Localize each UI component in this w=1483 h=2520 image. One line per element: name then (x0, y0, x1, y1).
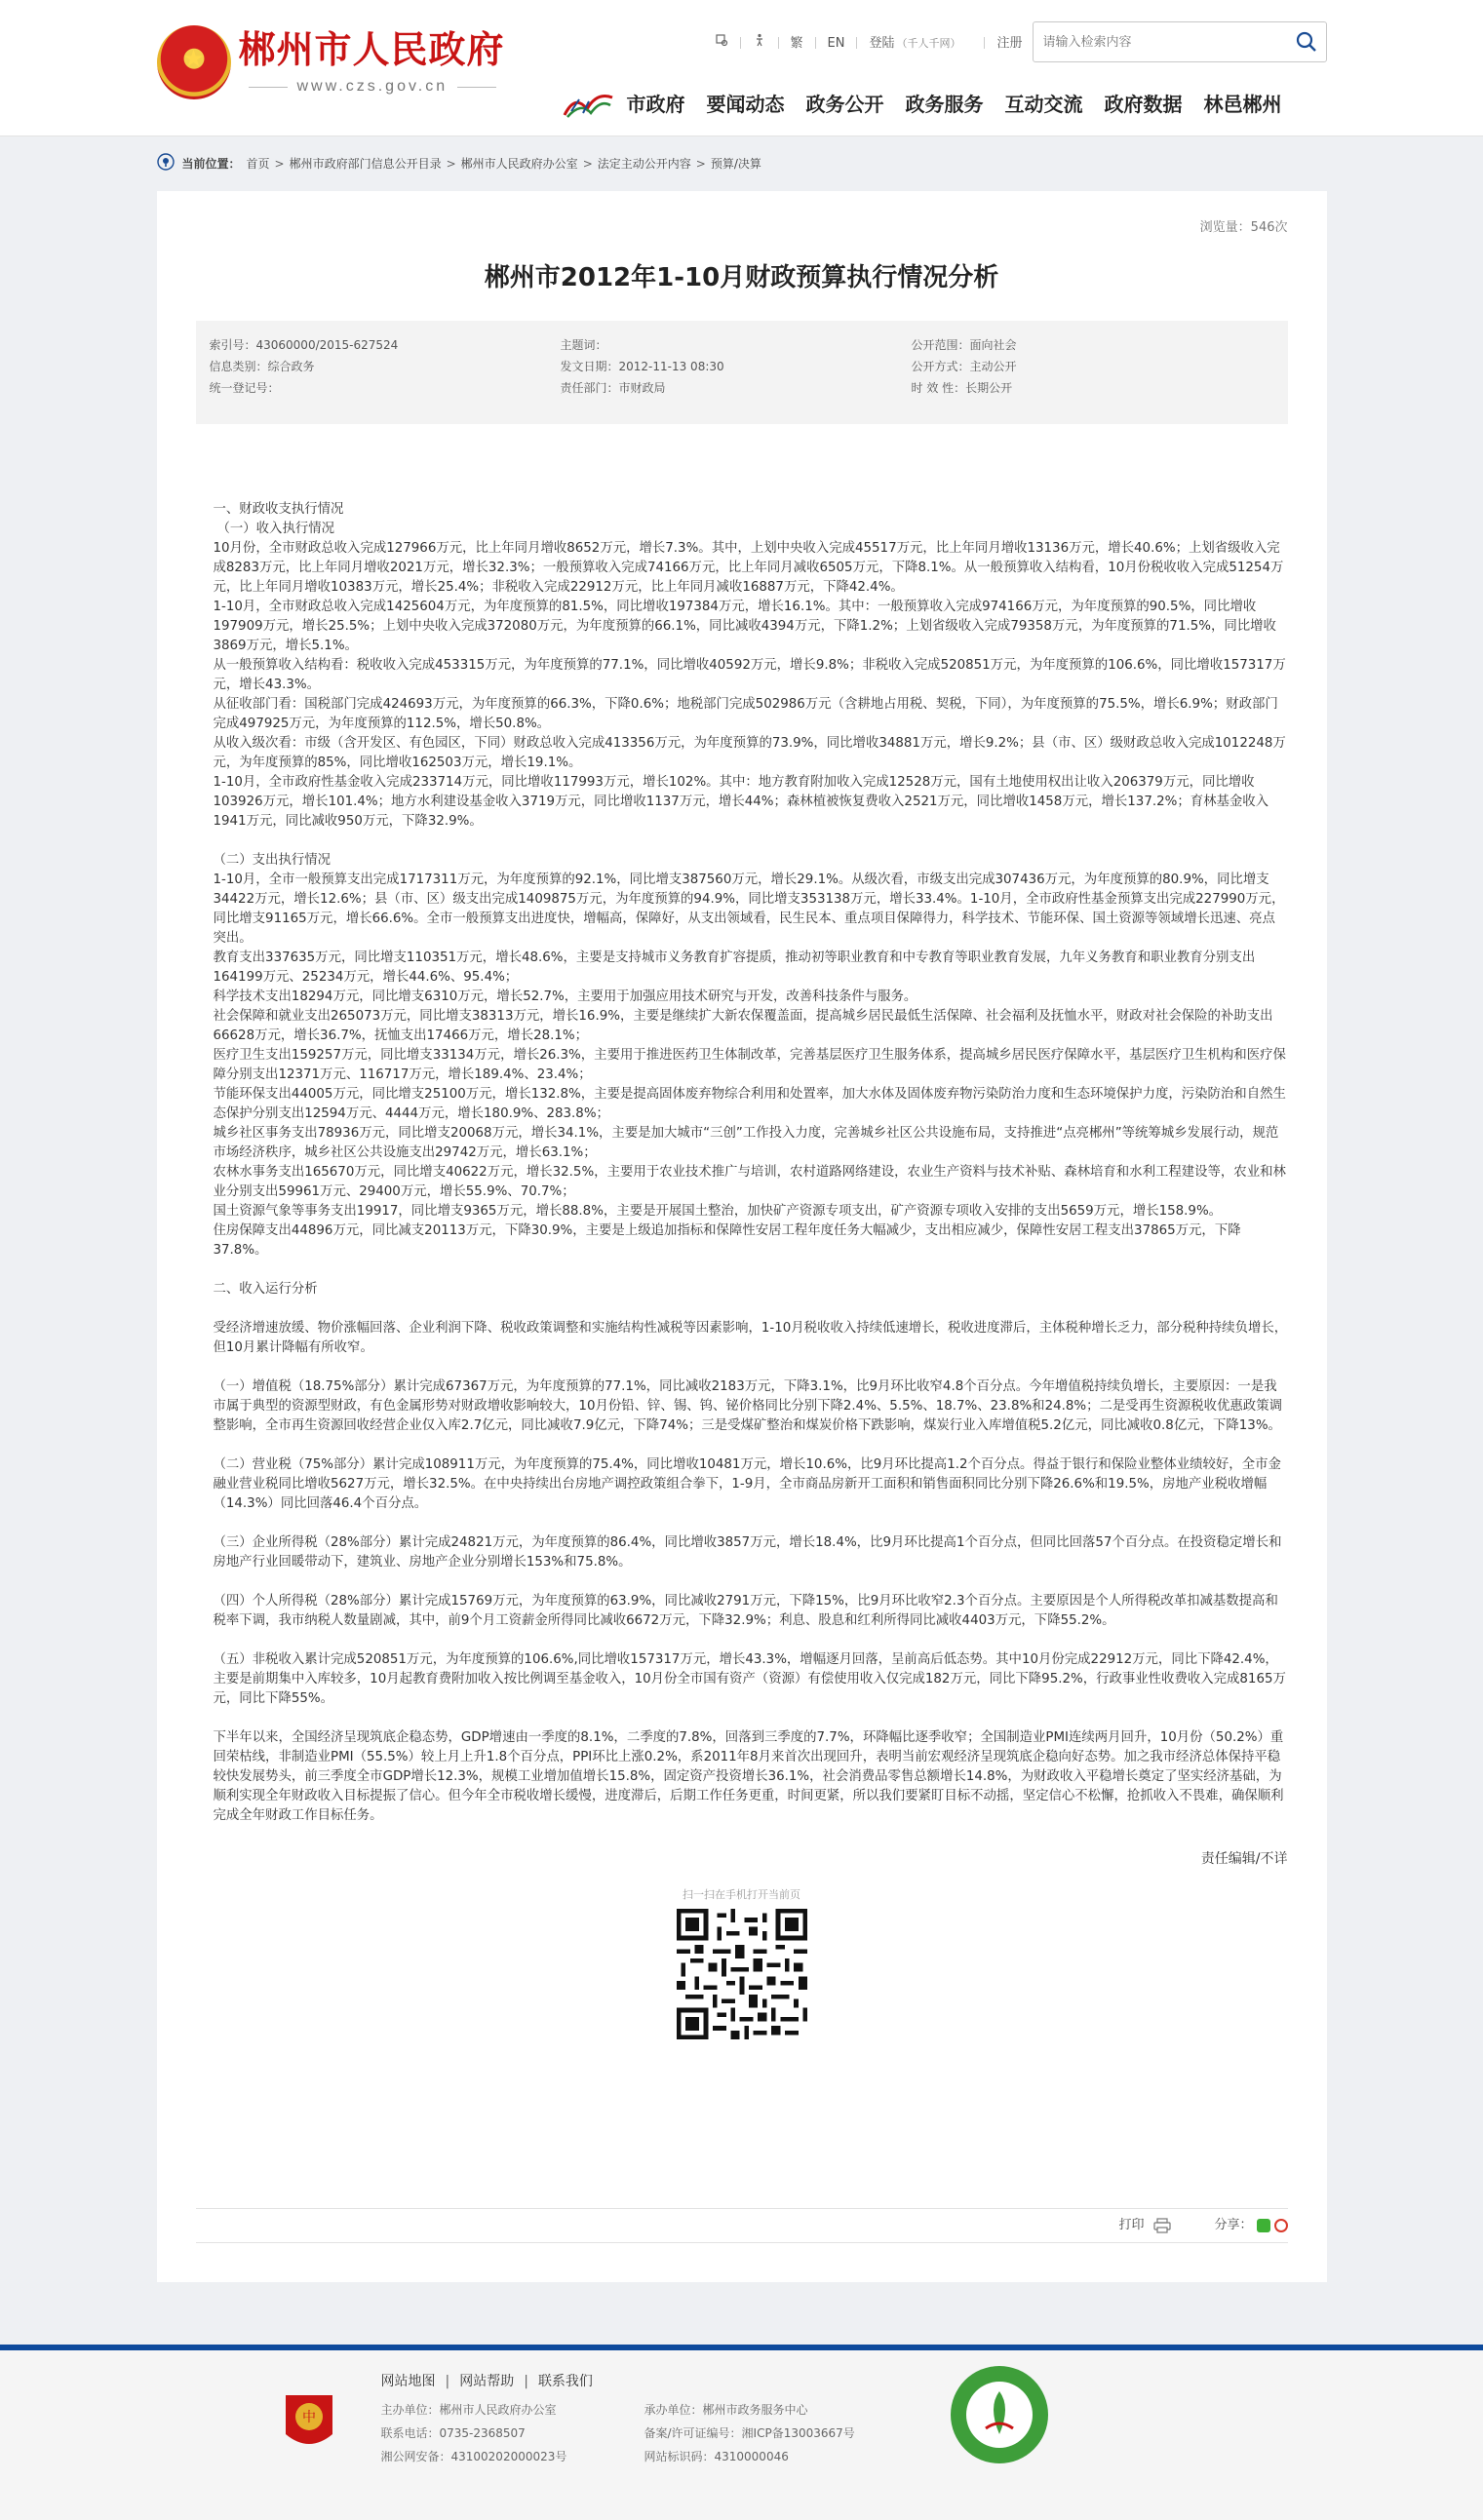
meta-category: 信息类别：综合政务 (209, 359, 315, 373)
footer-police-record[interactable]: 湘公网安备：43100202000023号 (380, 2450, 567, 2463)
paragraph: 下半年以来，全国经济呈现筑底企稳态势，GDP增速由一季度的8.1%，二季度的7.8%，回落到三季度的7.7%，环降幅比逐季收窄；全国制造业PMI连续两月回升，10月份（50.2%）重回荣枯线，非制造业PMI（55.5%）较上月上升1.8个百分点，PPI环比上涨0.2%，系2011年8月来首次出现回升，表明当前宏观经济呈现筑底企稳向好态势。加之我市经济总体保持平稳较快发展势头，前三季度全市GDP增长12.3%，规模工业增加值增长15.8%，固定资产投资增长36.1%，社会消费品零售总额增长14.8%，为财政收入平稳增长奠定了坚实经济基础，为顺利实现全年财政收入目标提振了信心。但今年全市税收增长缓慢，进度滞后，后期工作任务更重，时间更紧，所以我们要紧盯目标不动摇，坚定信心不松懈，抢抓收入不畏难，确保顺利完成全年财政工作目标任务。 (213, 1729, 1284, 1823)
paragraph: 社会保障和就业支出265073万元，同比增支38313万元，增长16.9%，主要是继续扩大新农保覆盖面，提高城乡居民最低生活保障、社会福利及抚恤水平，财政对社会保险的补助支出66628万元，增长36.7%，抚恤支出17466万元，增长28.1%； (213, 1008, 1273, 1043)
footer-link-contact[interactable]: 联系我们 (537, 2374, 593, 2389)
paragraph: 医疗卫生支出159257万元，同比增支33134万元，增长26.3%，主要用于推进医药卫生体制改革，完善基层医疗卫生服务体系，提高城乡居民医疗保障水平，基层医疗卫生机构和医疗保障分别支出12371万元、116717万元，增长189.4%、23.4%； (213, 1047, 1286, 1082)
paragraph: 从征收部门看：国税部门完成424693万元，为年度预算的66.3%，下降0.6%；地税部门完成502986万元（含耕地占用税、契税，下同），为年度预算的75.5%，增长6.9%；财政部门完成497925万元，为年度预算的112.5%，增长50.8%。 (213, 696, 1278, 731)
site-url: www.czs.gov.cn (239, 75, 507, 98)
paragraph: （五）非税收入累计完成520851万元，为年度预算的106.6%,同比增收157317万元，增长43.3%，增幅逐月回落，呈前高后低态势。其中10月份完成22912万元，同比下降42.4%，主要是前期集中入库较多，10月起教育费附加收入按比例调至基金收入，10月份全市国有资产（资源）有偿使用收入仅完成182万元，同比下降95.2%，行政事业性收费收入完成8165万元，同比下降55%。 (213, 1651, 1286, 1706)
section-heading: 二、收入运行分析 (213, 1281, 318, 1297)
paragraph: 1-10月，全市政府性基金收入完成233714万元，同比增收117993万元，增长102%。其中：地方教育附加收入完成12528万元，国有土地使用权出让收入206379万元，同比增收103926万元，增长101.4%；地方水利建设基金收入3719万元，同比增收1137万元，增长44%；森林植被恢复费收入2521万元，同比增收1458万元，增长137.2%；育林基金收入1941万元，同比减收950万元，下降32.9%。 (213, 774, 1269, 829)
elderly-mode-icon[interactable] (753, 33, 766, 54)
paragraph: 住房保障支出44896万元，同比减支20113万元，下降30.9%，主要是上级追加指标和保障性安居工程年度任务大幅减少，支出相应减少，保障性安居工程支出37865万元，下降37.8%。 (213, 1222, 1241, 1258)
accessibility-icon[interactable] (715, 33, 728, 54)
search-box (1033, 21, 1327, 62)
qr-caption: 扫一扫在手机打开当前页 (683, 1887, 800, 1901)
paragraph: 教育支出337635万元，同比增支110351万元，增长48.6%，主要是支持城市义务教育扩容提质，推动初等职业教育和中专教育等职业教育发展，九年义务教育和职业教育分别支出164199万元、25234万元，增长44.6%、95.4%； (213, 950, 1256, 985)
breadcrumb-item-catalog[interactable]: 郴州市政府部门信息公开目录 (289, 157, 442, 171)
search-input[interactable] (1034, 35, 1287, 50)
site-footer (0, 2345, 1483, 2520)
traditional-chinese-link[interactable]: 繁 (790, 35, 803, 51)
chevron-right-icon: > (274, 157, 285, 171)
responsible-editor: 责任编辑/不详 (1200, 1850, 1288, 1867)
english-link[interactable]: EN (827, 35, 845, 51)
paragraph: （三）企业所得税（28%部分）累计完成24821万元，为年度预算的86.4%，同比增收3857万元，增长18.4%，比9月环比提高1个百分点，但同比回落57个百分点。在投资稳定增长和房地产行业回暖带动下，建筑业、房地产企业分别增长153%和75.8%。 (213, 1534, 1282, 1570)
qr-code-icon (677, 1909, 807, 2039)
search-icon[interactable] (1287, 22, 1326, 61)
nav-item-gov-data[interactable]: 政府数据 (1104, 93, 1183, 116)
register-link[interactable]: 注册 (996, 35, 1023, 51)
breadcrumb-item-budget[interactable]: 预算/决算 (710, 157, 761, 171)
meta-date: 发文日期：2012-11-13 08:30 (560, 359, 724, 373)
paragraph: （一）增值税（18.75%部分）累计完成67367万元，为年度预算的77.1%，同比减收2183万元，下降3.1%，比9月环比收窄4.8个百分点。今年增值税持续负增长，主要原因：一是我市属于典型的资源型财政，有色金属形势对财政增收影响较大，10月份铅、锌、锡、钨、铋价格同比分别下降2.4%、5.5%、18.7%、23.8%和24.8%；二是受再生资源税收优惠政策调整影响，全市再生资源回收经营企业仅入库2.7亿元，同比减收7.9亿元，下降74%；三是受煤矿整治和煤炭价格下跌影响，煤炭行业入库增值税5.2亿元，同比减收0.8亿元，下降13%。 (213, 1378, 1282, 1433)
footer-sponsor: 主办单位：郴州市人民政府办公室 (380, 2403, 557, 2417)
meta-dept: 责任部门：市财政局 (560, 380, 666, 395)
chevron-right-icon: > (582, 157, 593, 171)
wechat-icon[interactable] (1257, 2219, 1270, 2232)
meta-method: 公开方式：主动公开 (911, 359, 1017, 373)
breadcrumb-item-home[interactable]: 首页 (246, 157, 270, 171)
nav-item-gov-services[interactable]: 政务服务 (905, 93, 984, 116)
footer-site-id: 网站标识码：4310000046 (644, 2450, 789, 2463)
paragraph: 受经济增速放缓、物价涨幅回落、企业利润下降、税收政策调整和实施结构性减税等因素影响，1-10月税收收入持续低速增长，税收进度滞后，主体税种增长乏力，部分税种持续负增长，但10月累计降幅有所收窄。 (213, 1320, 1288, 1355)
meta-index-no: 索引号：43060000/2015-627524 (209, 337, 399, 352)
article-container (157, 191, 1327, 2282)
footer-link-sitemap[interactable]: 网站地图 (380, 2374, 436, 2389)
paragraph: 科学技术支出18294万元，同比增支6310万元，增长52.7%，主要用于加强应用技术研究与开发，改善科技条件与服务。 (213, 989, 917, 1004)
breadcrumb-label: 当前位置： (181, 157, 241, 171)
nav-item-city-gov[interactable]: 市政府 (626, 93, 685, 116)
weibo-icon[interactable] (1274, 2219, 1288, 2232)
nav-logo-icon (562, 90, 615, 119)
printer-icon (1153, 2218, 1171, 2233)
breadcrumb (157, 136, 1327, 191)
print-button[interactable]: 打印 (1118, 2216, 1171, 2235)
view-count: 浏览量：546次 (1199, 220, 1288, 235)
footer-phone: 联系电话：0735-2368507 (380, 2426, 526, 2440)
nav-item-news[interactable]: 要闻动态 (706, 93, 785, 116)
site-logo[interactable] (157, 25, 507, 99)
paragraph: 节能环保支出44005万元，同比增支25100万元，增长132.8%，主要是提高固体废弃物综合利用和处置率，加大水体及固体废弃物污染防治力度和生态环境保护力度，污染防治和自然生态保护分别支出12594万元、4444万元，增长180.9%、283.8%； (213, 1086, 1286, 1121)
article-body (196, 500, 1288, 1826)
nav-item-interaction[interactable]: 互动交流 (1004, 93, 1083, 116)
meta-subject: 主题词： (560, 337, 607, 352)
section-heading: 一、财政收支执行情况 (213, 501, 344, 517)
footer-info (381, 2401, 966, 2471)
article-meta (196, 321, 1288, 424)
subsection-heading: （二）支出执行情况 (213, 852, 332, 868)
svg-text:中: 中 (301, 2410, 316, 2425)
national-emblem-icon (157, 25, 231, 99)
meta-validity: 时 效 性：长期公开 (911, 380, 1013, 395)
paragraph: （四）个人所得税（28%部分）累计完成15769万元，为年度预算的63.9%，同比减收2791万元，下降15%，比9月环比收窄2.3个百分点。主要原因是个人所得税改革扣减基数提高和税率下调，我市纳税人数量剧减，其中，前9个月工资薪金所得同比减收6672万元，下降32.9%；利息、股息和红利所得同比减收4403万元，下降55.2%。 (213, 1593, 1278, 1628)
paragraph: 1-10月，全市一般预算支出完成1717311万元，为年度预算的92.1%，同比增支387560万元，增长29.1%。从级次看，市级支出完成307436万元，为年度预算的80.9%，同比增支34422万元，增长12.6%；县（市、区）级支出完成1409875万元，为年度预算的94.9%，同比增支353138万元，增长33.4%。1-10月，全市政府性基金预算支出完成227990万元，同比增支91165万元，增长66.6%。全市一般预算支出进度快，增幅高，保障好，从支出领域看，民生民本、重点项目保障得力，科学技术、节能环保、国土资源等领域增长迅速、亮点突出。 (213, 872, 1285, 946)
meta-scope: 公开范围：面向社会 (911, 337, 1017, 352)
main-nav (562, 90, 1282, 119)
footer-organizer: 承办单位：郴州市政务服务中心 (644, 2403, 808, 2417)
paragraph: 从一般预算收入结构看：税收收入完成453315万元，为年度预算的77.1%，同比增收40592万元，增长9.8%；非税收入完成520851万元，为年度预算的106.6%，同比增收157317万元，增长43.3%。 (213, 657, 1286, 692)
breadcrumb-item-office[interactable]: 郴州市人民政府办公室 (460, 157, 578, 171)
paragraph: 农林水事务支出165670万元，同比增支40622万元，增长32.5%，主要用于农业技术推广与培训，农村道路网络建设，农业生产资料与技术补贴、森林培育和水利工程建设等，农业和林业分别支出59961万元、29400万元，增长55.9%、70.7%； (213, 1164, 1286, 1199)
paragraph: 从收入级次看：市级（含开发区、有色园区，下同）财政总收入完成413356万元，为年度预算的73.9%，同比增收34881万元，增长9.2%；县（市、区）级财政总收入完成1012248万元，为年度预算的85%，同比增收162503万元，增长19.1%。 (213, 735, 1286, 770)
share-group: 分享： (1214, 2216, 1287, 2235)
civilized-city-badge-icon[interactable] (949, 2364, 1050, 2465)
footer-link-help[interactable]: 网站帮助 (459, 2374, 515, 2389)
paragraph: 10月份，全市财政总收入完成127966万元，比上年同月增收8652万元，增长7.3%。其中，上划中央收入完成45517万元，比上年同月增收13136万元，增长40.6%；上划省级收入完成8283万元，比上年同月增收2021万元，增长32.3%；一般预算收入完成74166万元，比上年同月减收6505万元，下降8.1%。从一般预算收入结构看，10月份税收收入完成51254万元，比上年同月增收10383万元，增长25.4%；非税收入完成22912万元，比上年同月减收16887万元，下降42.4%。 (213, 540, 1284, 595)
paragraph: （二）营业税（75%部分）累计完成108911万元，为年度预算的75.4%，同比增收10481万元，增长10.6%，比9月环比提高1.2个百分点。得益于银行和保险业整体业绩较好，全市金融业营业税同比增收5627万元，增长32.5%。在中央持续出台房地产调控政策组合拳下，1-9月，全市商品房新开工面积和销售面积同比分别下降26.6%和19.5%，房地产业税收增幅（14.3%）同比回落46.4个百分点。 (213, 1456, 1281, 1511)
paragraph: 城乡社区事务支出78936万元，同比增支20068万元，增长34.1%，主要是加大城市“三创”工作投入力度，完善城乡社区公共设施布局，支持推进“点亮郴州”等统筹城乡发展行动，规范市场经济秩序，城乡社区公共设施支出29742万元，增长63.1%； (213, 1125, 1279, 1160)
chevron-right-icon: > (446, 157, 456, 171)
location-pin-icon (157, 153, 175, 175)
qr-section (196, 1887, 1288, 2040)
nav-item-linyi-chenzhou[interactable]: 林邑郴州 (1203, 93, 1282, 116)
login-link[interactable]: 登陆 （千人千网） (869, 35, 961, 51)
site-title: 郴州市人民政府 (238, 28, 505, 71)
top-links (703, 33, 1034, 54)
paragraph: 国土资源气象等事务支出19917，同比增支9365万元，增长88.8%，主要是开展国土整治，加快矿产资源专项支出，矿产资源专项收入安排的支出5659万元，增长158.9%。 (213, 1203, 1223, 1219)
share-bar (196, 2208, 1288, 2243)
paragraph: 1-10月，全市财政总收入完成1425604万元，为年度预算的81.5%，同比增收197384万元，增长16.1%。其中：一般预算收入完成974166万元，为年度预算的90.5%，同比增收197909万元，增长25.5%；上划中央收入完成372080万元，为年度预算的66.1%，同比减收4394万元，下降1.2%；上划省级收入完成79358万元，为年度预算的71.5%，同比增收3869万元，增长5.1%。 (213, 599, 1276, 653)
meta-reg-no: 统一登记号： (209, 380, 280, 395)
nav-item-gov-affairs[interactable]: 政务公开 (805, 93, 884, 116)
site-header (0, 0, 1483, 136)
footer-links: 网站地图 | 网站帮助 | 联系我们 (380, 2374, 593, 2389)
article-title: 郴州市2012年1-10月财政预算执行情况分析 (484, 262, 999, 292)
party-gov-badge-icon[interactable] (282, 2391, 336, 2454)
chevron-right-icon: > (695, 157, 706, 171)
subsection-heading: （一）收入执行情况 (216, 521, 335, 536)
footer-icp[interactable]: 备案/许可证编号：湘ICP备13003667号 (644, 2426, 855, 2440)
breadcrumb-item-disclosure[interactable]: 法定主动公开内容 (597, 157, 691, 171)
